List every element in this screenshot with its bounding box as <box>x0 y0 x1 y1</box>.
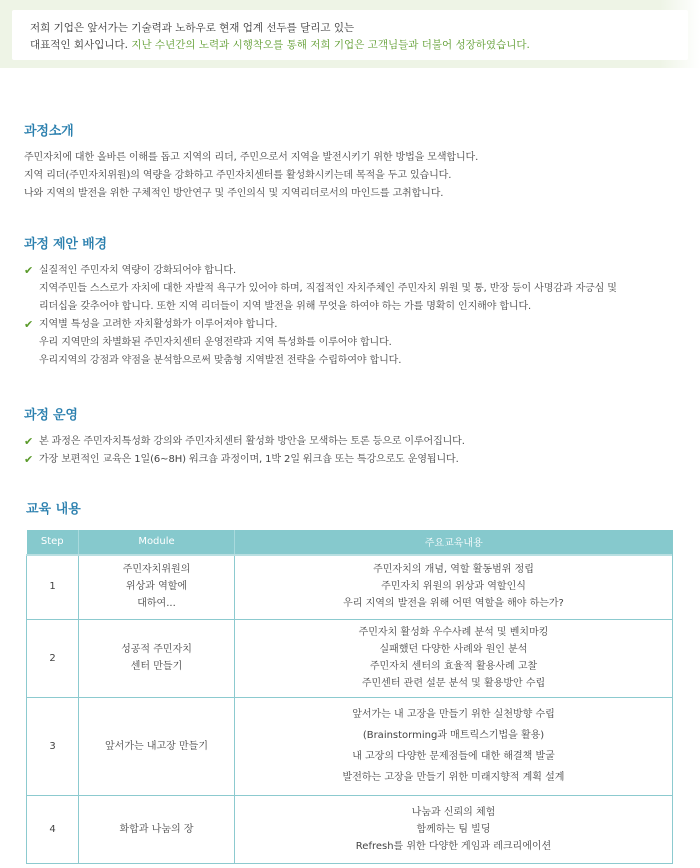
content-line: 앞서가는 내 고장을 만들기 위한 실천방향 수립 <box>352 709 555 720</box>
module-line: 센터 만들기 <box>130 661 183 672</box>
content-line: (Brainstorming과 매트릭스기법을 활용) <box>362 730 545 741</box>
operation-item-1 <box>24 433 694 451</box>
row-content <box>235 619 673 697</box>
content-line: 주민자치의 개념, 역할 활동범위 정립 <box>373 564 534 575</box>
intro-banner <box>0 0 700 68</box>
module-line: 위상과 역할에 <box>125 581 188 592</box>
operation-item-2 <box>24 451 694 469</box>
background-item-2 <box>24 316 694 370</box>
section-title-background: 과정 제안 배경 <box>24 237 107 252</box>
content-line: 함께하는 팀 빌딩 <box>416 823 491 835</box>
row-content <box>235 795 673 863</box>
check-icon: ✔ <box>24 453 34 466</box>
content-line: 나눔과 신뢰의 체험 <box>411 806 496 818</box>
check-icon: ✔ <box>24 318 34 331</box>
row-module <box>79 795 235 863</box>
table-row <box>27 697 673 795</box>
background-item-1 <box>24 262 694 316</box>
row-step: 1 <box>27 554 79 619</box>
background-item-2-head: 지역별 특성을 고려한 자치활성화가 이루어져야 합니다. <box>39 319 278 330</box>
row-module <box>79 697 235 795</box>
section-title-education: 교육 내용 <box>26 502 81 517</box>
intro-line-2: 지역 리더(주민자치위원)의 역량을 강화하고 주민자치센터를 활성화시키는데 목적을 두고 있습니다. <box>24 170 452 181</box>
content-line: 우리 지역의 발전을 위해 어떤 역할을 해야 하는가? <box>343 598 564 609</box>
row-content <box>235 697 673 795</box>
background-item-2-sub-1: 우리 지역만의 차별화된 주민자치센터 운영전략과 지역 특성화를 이루어야 합니다. <box>39 337 392 348</box>
banner-line-1: 저희 기업은 앞서가는 기술력과 노하우로 현재 업계 선두를 달리고 있는 <box>30 22 355 34</box>
header-step: Step <box>27 530 79 554</box>
table-row <box>27 619 673 697</box>
row-step: 3 <box>27 697 79 795</box>
row-module <box>79 619 235 697</box>
table-row <box>27 554 673 619</box>
row-module <box>79 554 235 619</box>
operation-item-1-text: 본 과정은 주민자치특성화 강의와 주민자치센터 활성화 방안을 모색하는 토론 등으로 이루어집니다. <box>39 436 465 447</box>
table-row <box>27 795 673 863</box>
background-item-1-head: 실질적인 주민자치 역량이 강화되어야 합니다. <box>39 265 237 276</box>
background-item-1-sub-1: 지역주민들 스스로가 자치에 대한 자발적 욕구가 있어야 하며, 직접적인 자치주체인 주민자치 위원 및 통, 반장 등이 사명감과 자긍심 및 <box>39 283 617 294</box>
row-step: 4 <box>27 795 79 863</box>
section-title-operation: 과정 운영 <box>24 408 78 423</box>
content-line: 발전하는 고장을 만들기 위한 미래지향적 계획 설계 <box>342 772 565 783</box>
table-header-row <box>27 530 673 554</box>
row-content <box>235 554 673 619</box>
banner-box <box>12 10 688 60</box>
banner-line-2 <box>30 37 688 54</box>
content-line: 실패했던 다양한 사례와 원인 분석 <box>379 644 528 655</box>
background-item-2-sub-2: 우리지역의 강점과 약점을 분석함으로써 맞춤형 지역발전 전략을 수립하여야 합니다. <box>39 355 402 366</box>
module-line: 성공적 주민자치 <box>121 644 192 655</box>
header-module: Module <box>79 530 235 554</box>
background-list <box>24 262 694 370</box>
module-line: 앞서가는 내고장 만들기 <box>105 740 208 752</box>
intro-line-3: 나와 지역의 발전을 위한 구체적인 방안연구 및 주인의식 및 지역리더로서의 마인드를 고취합니다. <box>24 188 444 199</box>
background-item-1-sub-2: 리더십을 갖추어야 합니다. 또한 지역 리더들이 지역 발전을 위해 무엇을 하여야 하는 가를 명확히 인지해야 합니다. <box>39 301 532 312</box>
content-line: Refresh를 위한 다양한 게임과 레크리에이션 <box>355 840 552 852</box>
operation-item-2-text: 가장 보편적인 교육은 1일(6~8H) 워크숍 과정이며, 1박 2일 워크숍 또는 특강으로도 운영됩니다. <box>39 454 459 465</box>
content-line: 내 고장의 다양한 문제점들에 대한 해결책 발굴 <box>352 751 555 762</box>
table-header-underbar <box>26 554 672 556</box>
module-line: 화합과 나눔의 장 <box>119 823 194 835</box>
module-line: 대하여... <box>137 598 176 609</box>
header-content: 주요교육내용 <box>235 530 673 554</box>
module-line: 주민자치위원의 <box>122 564 191 575</box>
operation-list <box>24 433 694 469</box>
banner-line-2-a: 대표적인 회사입니다. <box>30 39 132 51</box>
check-icon: ✔ <box>24 264 34 277</box>
intro-line-1: 주민자치에 대한 올바른 이해를 돕고 지역의 리더, 주민으로서 지역을 발전시키기 위한 방법을 모색합니다. <box>24 152 479 163</box>
content-line: 주민자치 활성화 우수사례 분석 및 벤치마킹 <box>358 627 549 638</box>
banner-glow <box>660 0 700 68</box>
content-line: 주민센터 관련 설문 분석 및 활용방안 수립 <box>361 678 546 689</box>
section-title-intro: 과정소개 <box>24 124 74 139</box>
content-line: 주민자치 센터의 효율적 활용사례 고찰 <box>369 661 538 672</box>
check-icon: ✔ <box>24 435 34 448</box>
row-step: 2 <box>27 619 79 697</box>
content-line: 주민자치 위원의 위상과 역할인식 <box>381 581 526 592</box>
banner-line-2-highlight: 지난 수년간의 노력과 시행착오를 통해 저희 기업은 고객님들과 더불어 성장하였습니다. <box>131 39 530 51</box>
education-table <box>26 530 673 864</box>
